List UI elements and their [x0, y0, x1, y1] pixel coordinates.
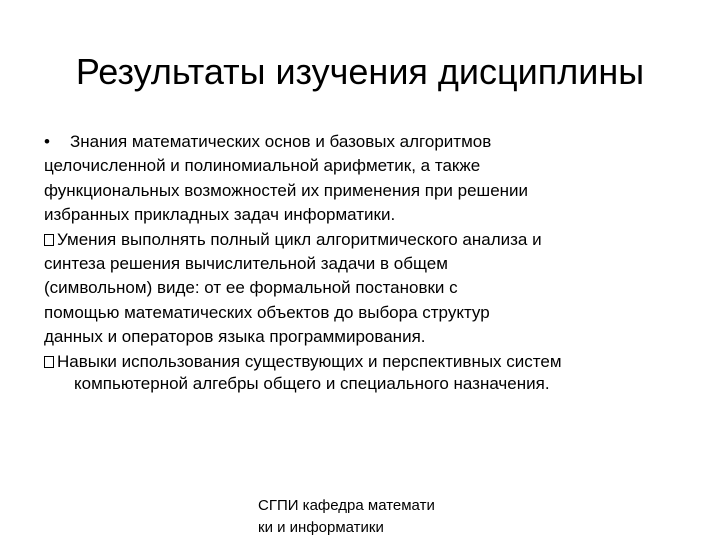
- body-line-indented: компьютерной алгебры общего и специального назначения.: [74, 373, 550, 393]
- body-line: синтеза решения вычислительной задачи в общем: [44, 253, 448, 273]
- body-text: Навыки использования существующих и перспективных систем: [57, 351, 562, 371]
- body-line: данных и операторов языка программирования.: [44, 327, 426, 347]
- body-line: функциональных возможностей их применения при решении: [44, 180, 529, 200]
- bullet-line: [44, 130, 704, 154]
- footer-line: СГПИ кафедра математи: [258, 497, 435, 514]
- bullet-line: [44, 228, 704, 252]
- missing-glyph-bullet-icon: [44, 356, 54, 368]
- footer-line: ки и информатики: [258, 519, 384, 536]
- body-line: избранных прикладных задач информатики.: [44, 205, 396, 225]
- body-text: Знания математических основ и базовых алгоритмов: [70, 132, 492, 151]
- body-line: помощью математических объектов до выбора структур: [44, 302, 490, 322]
- bullet-line: [44, 350, 704, 374]
- slide-body: [44, 130, 704, 396]
- body-text: Умения выполнять полный цикл алгоритмического анализа и: [57, 229, 542, 249]
- bullet-dot-icon: •: [44, 132, 50, 151]
- slide-footer: [258, 495, 435, 539]
- body-line: целочисленной и полиномиальной арифметик, а также: [44, 156, 481, 176]
- missing-glyph-bullet-icon: [44, 234, 54, 246]
- body-line: (символьном) виде: от ее формальной постановки с: [44, 278, 458, 298]
- slide-title: Результаты изучения дисциплины: [75, 51, 645, 92]
